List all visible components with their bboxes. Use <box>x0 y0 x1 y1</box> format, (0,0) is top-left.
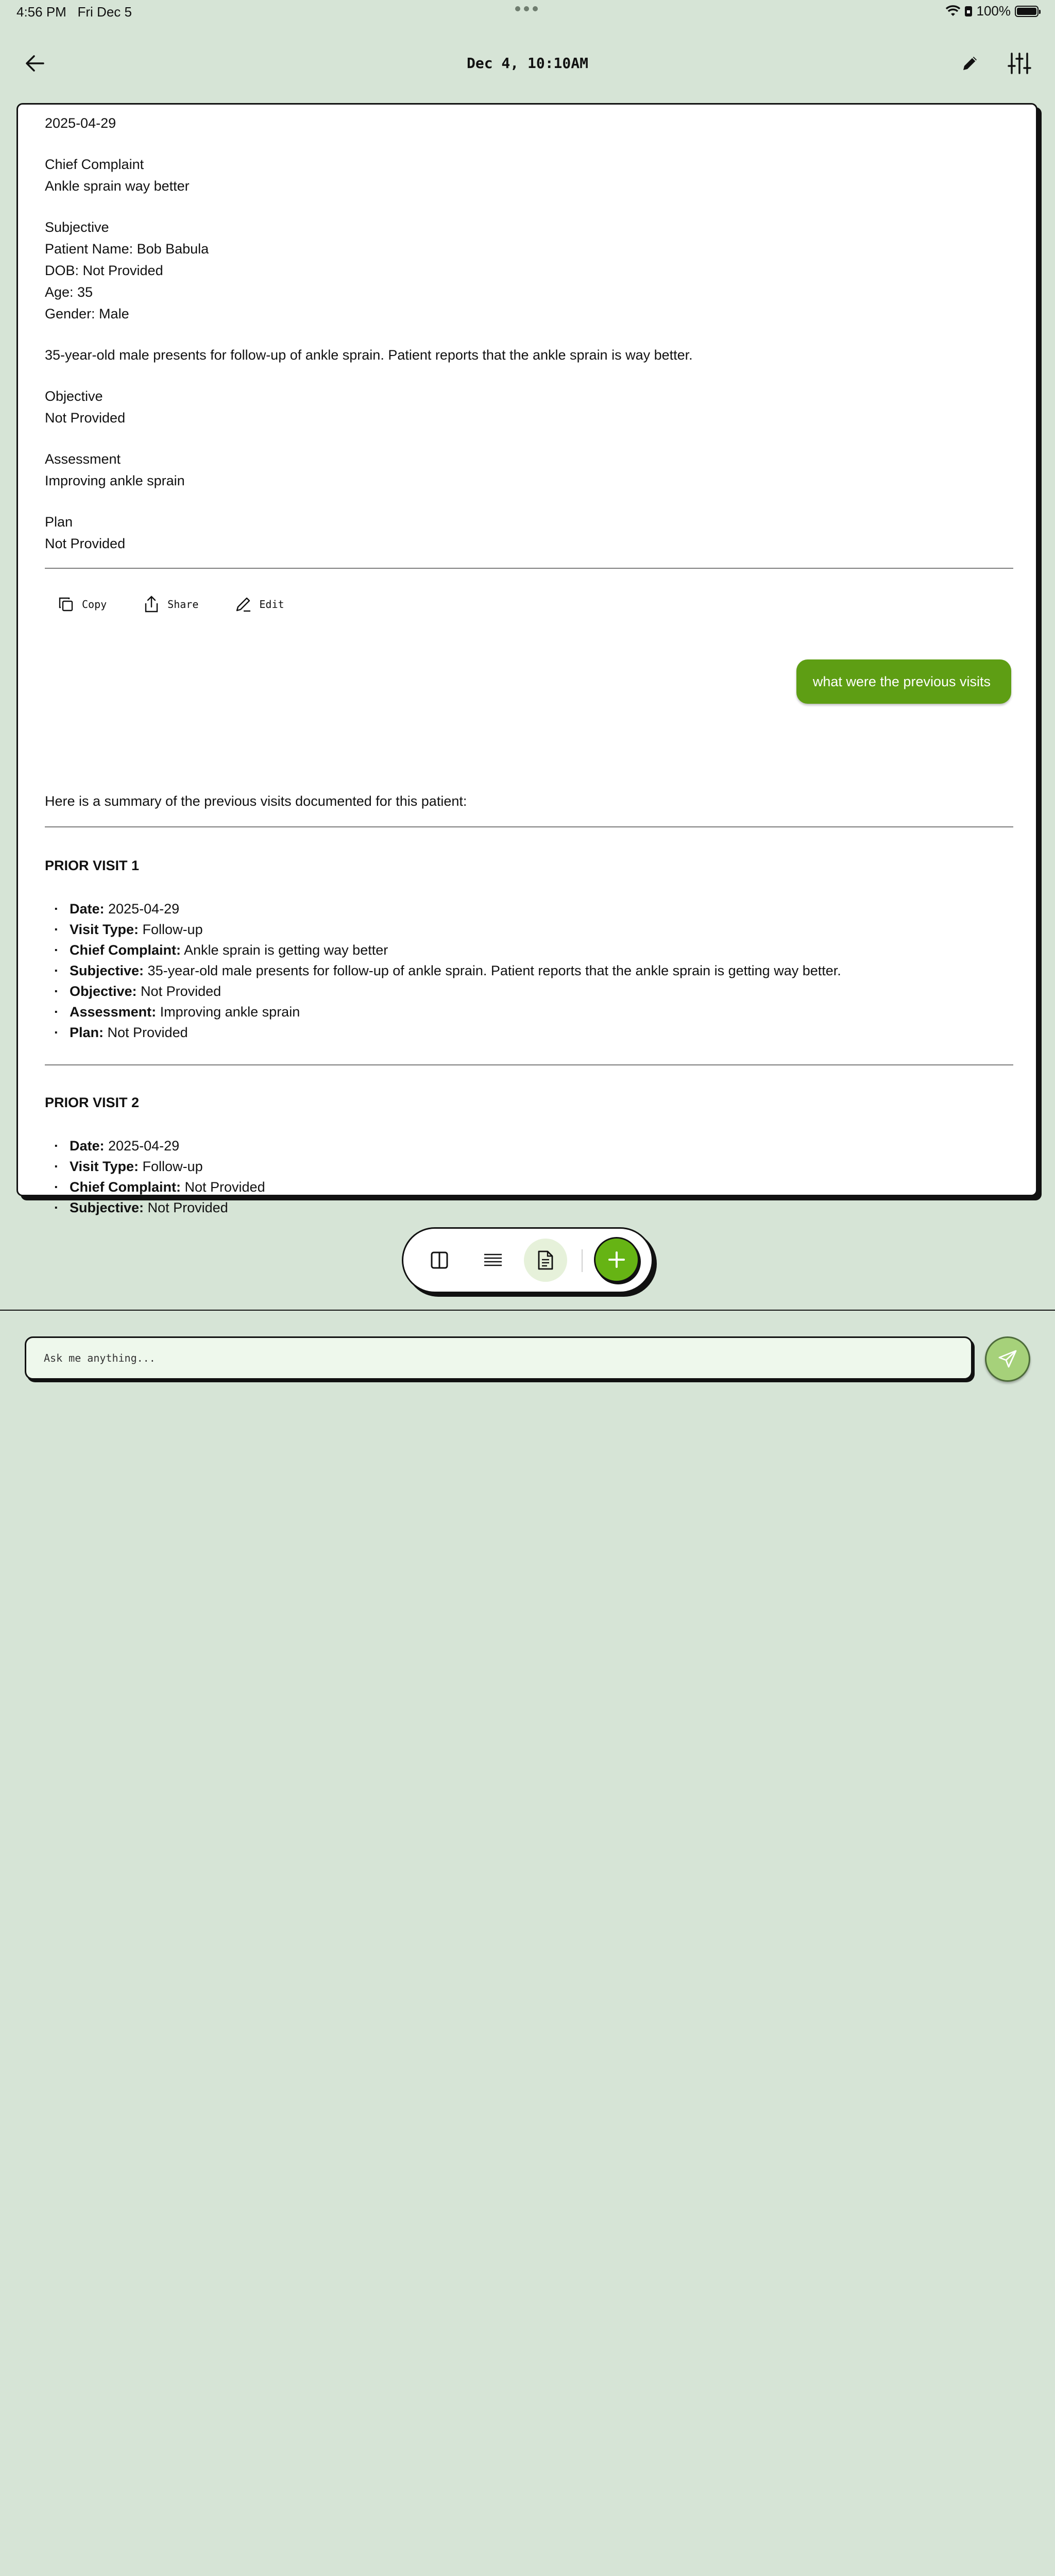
item-value: 2025-04-29 <box>104 901 180 917</box>
list-item <box>45 1136 1013 1156</box>
item-label: Objective: <box>70 984 137 999</box>
visit-section <box>45 1092 1013 1218</box>
conversation-card[interactable] <box>16 103 1037 1215</box>
note-line: Patient Name: Bob Babula <box>45 241 209 257</box>
pencil-icon <box>960 54 980 73</box>
message-actions <box>57 586 1013 622</box>
note-line: 35-year-old male presents for follow-up of ankle sprain. Patient reports that the ankle sprain is way better. <box>45 347 693 363</box>
item-value: Follow-up <box>139 1159 203 1174</box>
battery-icon <box>1015 6 1039 17</box>
spacer <box>45 429 1013 448</box>
list-item <box>45 1156 1013 1177</box>
list-item <box>45 960 1013 981</box>
spacer <box>45 197 1013 216</box>
transcript-view-button[interactable] <box>471 1239 515 1282</box>
item-value: Ankle sprain is getting way better <box>181 942 388 958</box>
note-line: DOB: Not Provided <box>45 263 163 278</box>
item-label: Visit Type: <box>70 1159 139 1174</box>
note-line: Ankle sprain way better <box>45 178 190 194</box>
chat-input-area <box>0 1310 1055 1408</box>
visit-title: PRIOR VISIT 1 <box>45 858 140 873</box>
item-label: Chief Complaint: <box>70 1179 181 1195</box>
item-value: 35-year-old male presents for follow-up of ankle sprain. Patient reports that the ankle sprain is getting way better. <box>144 963 841 978</box>
edit-label: Edit <box>259 598 284 611</box>
list-item <box>45 1177 1013 1197</box>
send-button[interactable] <box>985 1336 1030 1382</box>
status-clock: 4:56 PM <box>16 4 66 20</box>
split-view-icon <box>430 1251 449 1269</box>
page-title: Dec 4, 10:10AM <box>466 55 588 72</box>
item-value: Follow-up <box>139 922 203 937</box>
share-button[interactable] <box>143 596 198 613</box>
list-item <box>45 1022 1013 1043</box>
note-line: Not Provided <box>45 536 126 551</box>
item-label: Visit Type: <box>70 922 139 937</box>
visit-summary <box>45 855 1013 1218</box>
user-message-bubble: what were the previous visits <box>796 659 1011 704</box>
list-item <box>45 899 1013 919</box>
view-toolbar <box>402 1227 653 1293</box>
note-block <box>45 112 1013 554</box>
lines-icon <box>484 1252 502 1268</box>
lock-rotation-icon <box>964 6 973 17</box>
battery-percent: 100% <box>976 3 1011 19</box>
document-icon <box>537 1250 554 1270</box>
note-line: Chief Complaint <box>45 157 144 172</box>
note-line: Subjective <box>45 219 109 235</box>
status-indicators <box>946 3 1039 19</box>
list-item <box>45 919 1013 940</box>
add-button[interactable] <box>594 1237 639 1282</box>
copy-label: Copy <box>82 598 107 611</box>
item-label: Date: <box>70 901 105 917</box>
note-line: Not Provided <box>45 410 126 426</box>
visit-section <box>45 855 1013 1043</box>
note-line: Age: 35 <box>45 284 93 300</box>
chat-input[interactable] <box>25 1336 973 1380</box>
status-time <box>16 4 132 20</box>
spacer <box>45 325 1013 344</box>
item-value: Not Provided <box>144 1200 228 1215</box>
note-line: Improving ankle sprain <box>45 473 185 488</box>
share-icon <box>143 596 160 613</box>
multitasking-dots-icon[interactable] <box>515 6 538 11</box>
status-bar <box>0 0 1055 25</box>
split-view-button[interactable] <box>418 1239 461 1282</box>
spacer <box>45 366 1013 385</box>
item-label: Chief Complaint: <box>70 942 181 958</box>
send-icon <box>997 1349 1018 1369</box>
top-bar <box>0 41 1055 86</box>
item-label: Subjective: <box>70 1200 144 1215</box>
item-value: Not Provided <box>104 1025 188 1040</box>
note-line: 2025-04-29 <box>45 115 116 131</box>
spacer <box>45 134 1013 154</box>
wifi-icon <box>946 6 960 17</box>
settings-button[interactable] <box>1006 50 1033 76</box>
toolbar-separator <box>582 1249 583 1272</box>
spacer <box>45 492 1013 511</box>
status-date: Fri Dec 5 <box>77 4 132 20</box>
pencil-outline-icon <box>234 596 252 613</box>
plus-icon <box>607 1250 626 1269</box>
edit-button[interactable] <box>234 596 284 613</box>
reply-intro: Here is a summary of the previous visits documented for this patient: <box>45 793 467 809</box>
item-label: Subjective: <box>70 963 144 978</box>
copy-icon <box>57 596 75 613</box>
item-label: Assessment: <box>70 1004 157 1020</box>
item-value: Improving ankle sprain <box>156 1004 300 1020</box>
item-value: Not Provided <box>181 1179 265 1195</box>
note-line: Gender: Male <box>45 306 129 321</box>
edit-title-button[interactable] <box>957 50 983 76</box>
note-view-button[interactable] <box>524 1239 567 1282</box>
item-value: 2025-04-29 <box>104 1138 180 1154</box>
item-value: Not Provided <box>137 984 222 999</box>
item-label: Plan: <box>70 1025 104 1040</box>
copy-button[interactable] <box>57 596 107 613</box>
note-line: Plan <box>45 514 73 530</box>
visit-title: PRIOR VISIT 2 <box>45 1095 140 1110</box>
list-item <box>45 1002 1013 1022</box>
note-line: Assessment <box>45 451 121 467</box>
list-item <box>45 940 1013 960</box>
note-line: Objective <box>45 388 103 404</box>
share-label: Share <box>167 598 199 611</box>
item-label: Date: <box>70 1138 105 1154</box>
list-item <box>45 981 1013 1002</box>
list-item <box>45 1197 1013 1218</box>
sliders-icon <box>1008 53 1031 74</box>
